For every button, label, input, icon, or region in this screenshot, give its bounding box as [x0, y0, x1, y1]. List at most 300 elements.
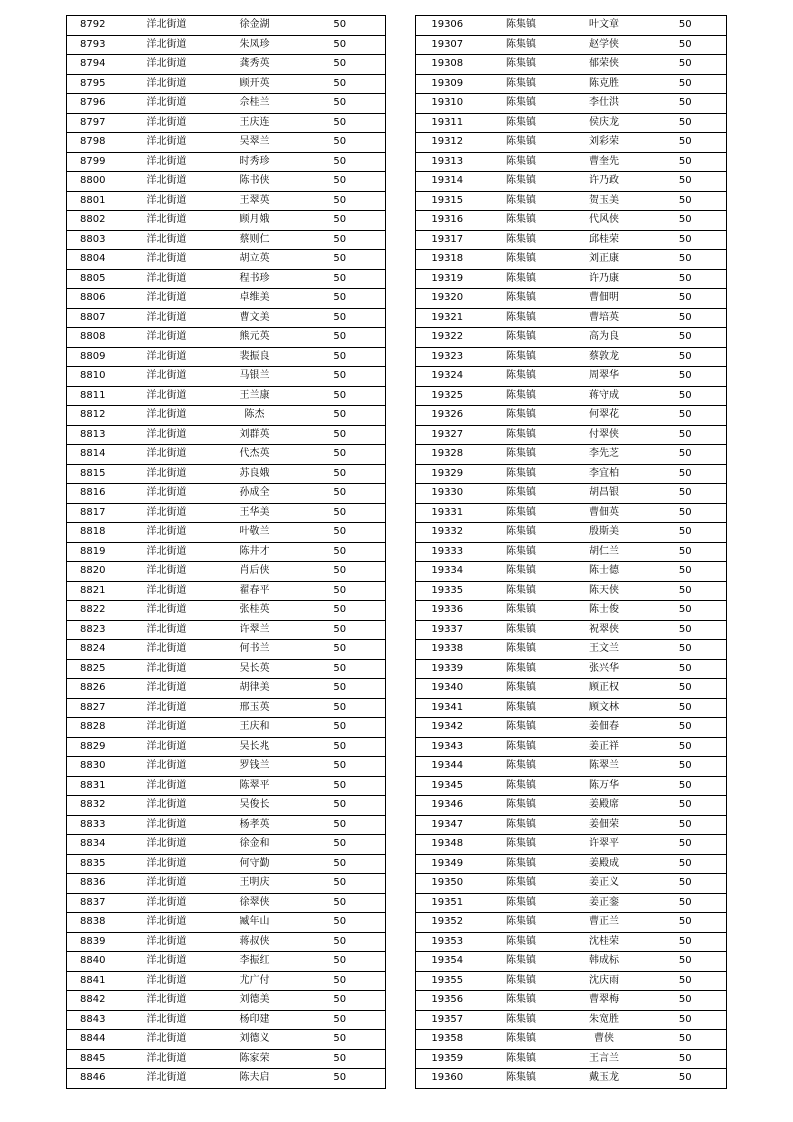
record-number-cell: 19308 — [416, 55, 479, 75]
person-name-cell: 孙成全 — [215, 484, 295, 504]
record-number-cell: 19328 — [416, 445, 479, 465]
record-number-cell: 8807 — [67, 308, 119, 328]
table-row — [416, 581, 727, 601]
person-name-cell: 殷斯美 — [564, 523, 645, 543]
district-cell: 陈集镇 — [479, 601, 564, 621]
table-row — [67, 367, 386, 387]
person-name-cell: 曹奎先 — [564, 152, 645, 172]
record-number-cell: 8818 — [67, 523, 119, 543]
district-cell: 洋北街道 — [119, 659, 215, 679]
record-number-cell: 8834 — [67, 835, 119, 855]
person-name-cell: 周翠华 — [564, 367, 645, 387]
record-number-cell: 8837 — [67, 893, 119, 913]
person-name-cell: 曹文美 — [215, 308, 295, 328]
table-row — [416, 1010, 727, 1030]
table-row — [416, 113, 727, 133]
record-number-cell: 8814 — [67, 445, 119, 465]
district-cell: 洋北街道 — [119, 445, 215, 465]
table-row — [67, 640, 386, 660]
table-row — [67, 737, 386, 757]
person-name-cell: 陈家荣 — [215, 1049, 295, 1069]
amount-cell: 50 — [295, 211, 386, 231]
person-name-cell: 王华美 — [215, 503, 295, 523]
record-number-cell: 8798 — [67, 133, 119, 153]
table-row — [67, 230, 386, 250]
amount-cell: 50 — [295, 1049, 386, 1069]
person-name-cell: 胡立英 — [215, 250, 295, 270]
table-row — [416, 893, 727, 913]
person-name-cell: 陈书侠 — [215, 172, 295, 192]
record-number-cell: 19359 — [416, 1049, 479, 1069]
person-name-cell: 徐翠侠 — [215, 893, 295, 913]
record-number-cell: 8846 — [67, 1069, 119, 1089]
person-name-cell: 朱宽胜 — [564, 1010, 645, 1030]
record-number-cell: 8829 — [67, 737, 119, 757]
person-name-cell: 蔡则仁 — [215, 230, 295, 250]
district-cell: 洋北街道 — [119, 835, 215, 855]
record-number-cell: 8819 — [67, 542, 119, 562]
table-row — [416, 815, 727, 835]
table-row — [416, 94, 727, 114]
table-row — [416, 620, 727, 640]
table-row — [67, 74, 386, 94]
record-number-cell: 19309 — [416, 74, 479, 94]
person-name-cell: 陈克胜 — [564, 74, 645, 94]
table-row — [416, 211, 727, 231]
district-cell: 洋北街道 — [119, 952, 215, 972]
district-cell: 洋北街道 — [119, 328, 215, 348]
amount-cell: 50 — [645, 659, 727, 679]
record-number-cell: 19348 — [416, 835, 479, 855]
amount-cell: 50 — [295, 484, 386, 504]
table-row — [67, 562, 386, 582]
amount-cell: 50 — [645, 425, 727, 445]
record-number-cell: 19342 — [416, 718, 479, 738]
table-row — [416, 289, 727, 309]
table-row — [67, 55, 386, 75]
record-number-cell: 8805 — [67, 269, 119, 289]
person-name-cell: 翟春平 — [215, 581, 295, 601]
district-cell: 陈集镇 — [479, 815, 564, 835]
table-row — [416, 1049, 727, 1069]
table-row — [416, 503, 727, 523]
amount-cell: 50 — [645, 835, 727, 855]
table-row — [416, 328, 727, 348]
amount-cell: 50 — [295, 523, 386, 543]
amount-cell: 50 — [295, 289, 386, 309]
record-number-cell: 8842 — [67, 991, 119, 1011]
person-name-cell: 赵学侠 — [564, 35, 645, 55]
person-name-cell: 姜正祥 — [564, 737, 645, 757]
district-cell: 洋北街道 — [119, 308, 215, 328]
amount-cell: 50 — [645, 1049, 727, 1069]
amount-cell: 50 — [645, 679, 727, 699]
district-cell: 陈集镇 — [479, 1069, 564, 1089]
district-cell: 陈集镇 — [479, 406, 564, 426]
table-row — [67, 835, 386, 855]
record-number-cell: 19358 — [416, 1030, 479, 1050]
district-cell: 陈集镇 — [479, 386, 564, 406]
person-name-cell: 侯庆龙 — [564, 113, 645, 133]
record-number-cell: 8840 — [67, 952, 119, 972]
table-row — [416, 1069, 727, 1089]
district-cell: 洋北街道 — [119, 16, 215, 36]
table-row — [67, 952, 386, 972]
person-name-cell: 刘德义 — [215, 1030, 295, 1050]
district-cell: 陈集镇 — [479, 757, 564, 777]
person-name-cell: 刘德美 — [215, 991, 295, 1011]
record-number-cell: 19352 — [416, 913, 479, 933]
record-number-cell: 8803 — [67, 230, 119, 250]
amount-cell: 50 — [295, 932, 386, 952]
record-number-cell: 19310 — [416, 94, 479, 114]
district-cell: 洋北街道 — [119, 191, 215, 211]
table-row — [416, 464, 727, 484]
amount-cell: 50 — [645, 854, 727, 874]
district-cell: 洋北街道 — [119, 347, 215, 367]
amount-cell: 50 — [645, 581, 727, 601]
amount-cell: 50 — [645, 776, 727, 796]
district-cell: 陈集镇 — [479, 991, 564, 1011]
district-cell: 洋北街道 — [119, 601, 215, 621]
amount-cell: 50 — [645, 308, 727, 328]
record-number-cell: 19344 — [416, 757, 479, 777]
record-number-cell: 19346 — [416, 796, 479, 816]
district-cell: 陈集镇 — [479, 230, 564, 250]
district-cell: 洋北街道 — [119, 503, 215, 523]
record-number-cell: 19317 — [416, 230, 479, 250]
amount-cell: 50 — [295, 250, 386, 270]
person-name-cell: 蒋叔侠 — [215, 932, 295, 952]
person-name-cell: 曹培英 — [564, 308, 645, 328]
district-cell: 洋北街道 — [119, 971, 215, 991]
person-name-cell: 何书兰 — [215, 640, 295, 660]
table-row — [67, 542, 386, 562]
person-name-cell: 姜佃春 — [564, 718, 645, 738]
record-number-cell: 8839 — [67, 932, 119, 952]
amount-cell: 50 — [295, 991, 386, 1011]
roster-table-left-body — [67, 16, 386, 1089]
amount-cell: 50 — [295, 718, 386, 738]
record-number-cell: 8841 — [67, 971, 119, 991]
district-cell: 洋北街道 — [119, 913, 215, 933]
amount-cell: 50 — [295, 562, 386, 582]
record-number-cell: 8824 — [67, 640, 119, 660]
district-cell: 陈集镇 — [479, 152, 564, 172]
person-name-cell: 尤广付 — [215, 971, 295, 991]
person-name-cell: 时秀珍 — [215, 152, 295, 172]
record-number-cell: 19321 — [416, 308, 479, 328]
amount-cell: 50 — [295, 152, 386, 172]
person-name-cell: 顾文林 — [564, 698, 645, 718]
record-number-cell: 19334 — [416, 562, 479, 582]
table-row — [416, 1030, 727, 1050]
amount-cell: 50 — [645, 620, 727, 640]
person-name-cell: 臧年山 — [215, 913, 295, 933]
amount-cell: 50 — [645, 230, 727, 250]
record-number-cell: 19341 — [416, 698, 479, 718]
person-name-cell: 叶文章 — [564, 16, 645, 36]
table-row — [67, 484, 386, 504]
amount-cell: 50 — [295, 16, 386, 36]
person-name-cell: 裴振良 — [215, 347, 295, 367]
amount-cell: 50 — [645, 328, 727, 348]
district-cell: 洋北街道 — [119, 874, 215, 894]
district-cell: 洋北街道 — [119, 152, 215, 172]
record-number-cell: 19360 — [416, 1069, 479, 1089]
table-row — [67, 932, 386, 952]
amount-cell: 50 — [295, 542, 386, 562]
amount-cell: 50 — [295, 347, 386, 367]
table-row — [67, 796, 386, 816]
table-row — [416, 35, 727, 55]
amount-cell: 50 — [295, 172, 386, 192]
record-number-cell: 19347 — [416, 815, 479, 835]
district-cell: 洋北街道 — [119, 386, 215, 406]
table-row — [67, 874, 386, 894]
record-number-cell: 8808 — [67, 328, 119, 348]
district-cell: 洋北街道 — [119, 74, 215, 94]
table-row — [67, 718, 386, 738]
district-cell: 洋北街道 — [119, 991, 215, 1011]
record-number-cell: 19307 — [416, 35, 479, 55]
amount-cell: 50 — [645, 737, 727, 757]
district-cell: 洋北街道 — [119, 776, 215, 796]
table-row — [67, 133, 386, 153]
district-cell: 陈集镇 — [479, 523, 564, 543]
person-name-cell: 徐金和 — [215, 835, 295, 855]
amount-cell: 50 — [295, 113, 386, 133]
table-row — [67, 406, 386, 426]
record-number-cell: 19326 — [416, 406, 479, 426]
district-cell: 洋北街道 — [119, 542, 215, 562]
person-name-cell: 陈士俊 — [564, 601, 645, 621]
record-number-cell: 19320 — [416, 289, 479, 309]
person-name-cell: 吴翠兰 — [215, 133, 295, 153]
table-row — [416, 932, 727, 952]
district-cell: 洋北街道 — [119, 1030, 215, 1050]
table-row — [67, 464, 386, 484]
district-cell: 陈集镇 — [479, 191, 564, 211]
table-row — [67, 425, 386, 445]
district-cell: 陈集镇 — [479, 718, 564, 738]
record-number-cell: 8806 — [67, 289, 119, 309]
district-cell: 陈集镇 — [479, 737, 564, 757]
record-number-cell: 8811 — [67, 386, 119, 406]
district-cell: 洋北街道 — [119, 250, 215, 270]
record-number-cell: 19356 — [416, 991, 479, 1011]
amount-cell: 50 — [645, 952, 727, 972]
person-name-cell: 苏良娥 — [215, 464, 295, 484]
person-name-cell: 顾月娥 — [215, 211, 295, 231]
record-number-cell: 8832 — [67, 796, 119, 816]
record-number-cell: 8838 — [67, 913, 119, 933]
district-cell: 洋北街道 — [119, 1049, 215, 1069]
table-row — [67, 35, 386, 55]
person-name-cell: 朱凤珍 — [215, 35, 295, 55]
record-number-cell: 8796 — [67, 94, 119, 114]
amount-cell: 50 — [295, 913, 386, 933]
amount-cell: 50 — [295, 191, 386, 211]
record-number-cell: 19345 — [416, 776, 479, 796]
record-number-cell: 8801 — [67, 191, 119, 211]
district-cell: 洋北街道 — [119, 620, 215, 640]
table-row — [67, 328, 386, 348]
district-cell: 洋北街道 — [119, 94, 215, 114]
amount-cell: 50 — [645, 698, 727, 718]
person-name-cell: 曹佃明 — [564, 289, 645, 309]
person-name-cell: 王庆连 — [215, 113, 295, 133]
record-number-cell: 8800 — [67, 172, 119, 192]
amount-cell: 50 — [295, 796, 386, 816]
district-cell: 洋北街道 — [119, 425, 215, 445]
person-name-cell: 吴长英 — [215, 659, 295, 679]
district-cell: 洋北街道 — [119, 484, 215, 504]
district-cell: 洋北街道 — [119, 289, 215, 309]
amount-cell: 50 — [295, 367, 386, 387]
person-name-cell: 叶敬兰 — [215, 523, 295, 543]
table-row — [416, 874, 727, 894]
amount-cell: 50 — [645, 289, 727, 309]
district-cell: 陈集镇 — [479, 874, 564, 894]
table-row — [416, 776, 727, 796]
district-cell: 陈集镇 — [479, 211, 564, 231]
amount-cell: 50 — [295, 445, 386, 465]
record-number-cell: 19338 — [416, 640, 479, 660]
record-number-cell: 8822 — [67, 601, 119, 621]
district-cell: 洋北街道 — [119, 698, 215, 718]
record-number-cell: 8836 — [67, 874, 119, 894]
district-cell: 陈集镇 — [479, 854, 564, 874]
district-cell: 陈集镇 — [479, 367, 564, 387]
district-cell: 陈集镇 — [479, 1030, 564, 1050]
roster-table-right — [415, 15, 727, 1089]
amount-cell: 50 — [645, 991, 727, 1011]
person-name-cell: 程书珍 — [215, 269, 295, 289]
district-cell: 陈集镇 — [479, 542, 564, 562]
record-number-cell: 8816 — [67, 484, 119, 504]
amount-cell: 50 — [645, 133, 727, 153]
amount-cell: 50 — [295, 406, 386, 426]
person-name-cell: 陈士德 — [564, 562, 645, 582]
record-number-cell: 8815 — [67, 464, 119, 484]
district-cell: 陈集镇 — [479, 425, 564, 445]
district-cell: 陈集镇 — [479, 503, 564, 523]
district-cell: 陈集镇 — [479, 679, 564, 699]
table-row — [67, 776, 386, 796]
record-number-cell: 19319 — [416, 269, 479, 289]
table-row — [67, 211, 386, 231]
table-row — [67, 152, 386, 172]
district-cell: 陈集镇 — [479, 35, 564, 55]
record-number-cell: 8813 — [67, 425, 119, 445]
amount-cell: 50 — [295, 971, 386, 991]
record-number-cell: 8820 — [67, 562, 119, 582]
table-row — [416, 425, 727, 445]
person-name-cell: 王言兰 — [564, 1049, 645, 1069]
amount-cell: 50 — [295, 601, 386, 621]
district-cell: 洋北街道 — [119, 523, 215, 543]
record-number-cell: 19324 — [416, 367, 479, 387]
table-row — [416, 562, 727, 582]
amount-cell: 50 — [295, 854, 386, 874]
district-cell: 洋北街道 — [119, 640, 215, 660]
amount-cell: 50 — [645, 503, 727, 523]
record-number-cell: 8826 — [67, 679, 119, 699]
amount-cell: 50 — [645, 16, 727, 36]
table-row — [67, 503, 386, 523]
table-row — [67, 620, 386, 640]
amount-cell: 50 — [645, 874, 727, 894]
table-row — [67, 659, 386, 679]
table-row — [67, 913, 386, 933]
record-number-cell: 19354 — [416, 952, 479, 972]
person-name-cell: 熊元英 — [215, 328, 295, 348]
amount-cell: 50 — [645, 152, 727, 172]
amount-cell: 50 — [295, 308, 386, 328]
record-number-cell: 19340 — [416, 679, 479, 699]
person-name-cell: 付翠侠 — [564, 425, 645, 445]
amount-cell: 50 — [295, 1010, 386, 1030]
person-name-cell: 陈井才 — [215, 542, 295, 562]
record-number-cell: 19330 — [416, 484, 479, 504]
amount-cell: 50 — [295, 679, 386, 699]
table-row — [67, 172, 386, 192]
district-cell: 陈集镇 — [479, 620, 564, 640]
table-row — [416, 640, 727, 660]
amount-cell: 50 — [645, 542, 727, 562]
record-number-cell: 19349 — [416, 854, 479, 874]
district-cell: 陈集镇 — [479, 347, 564, 367]
district-cell: 陈集镇 — [479, 913, 564, 933]
table-row — [67, 1030, 386, 1050]
amount-cell: 50 — [645, 94, 727, 114]
record-number-cell: 8828 — [67, 718, 119, 738]
person-name-cell: 顾正权 — [564, 679, 645, 699]
district-cell: 洋北街道 — [119, 1069, 215, 1089]
person-name-cell: 祝翠侠 — [564, 620, 645, 640]
amount-cell: 50 — [645, 406, 727, 426]
person-name-cell: 龚秀英 — [215, 55, 295, 75]
roster-table-right-body — [416, 16, 727, 1089]
table-row — [416, 269, 727, 289]
person-name-cell: 贺玉美 — [564, 191, 645, 211]
district-cell: 陈集镇 — [479, 893, 564, 913]
table-row — [416, 971, 727, 991]
table-row — [67, 250, 386, 270]
person-name-cell: 陈翠平 — [215, 776, 295, 796]
district-cell: 洋北街道 — [119, 854, 215, 874]
record-number-cell: 19315 — [416, 191, 479, 211]
table-row — [416, 133, 727, 153]
amount-cell: 50 — [645, 484, 727, 504]
table-row — [416, 74, 727, 94]
table-row — [67, 347, 386, 367]
table-row — [416, 484, 727, 504]
district-cell: 洋北街道 — [119, 562, 215, 582]
district-cell: 洋北街道 — [119, 55, 215, 75]
record-number-cell: 19339 — [416, 659, 479, 679]
record-number-cell: 19311 — [416, 113, 479, 133]
district-cell: 陈集镇 — [479, 776, 564, 796]
record-number-cell: 19325 — [416, 386, 479, 406]
table-row — [416, 835, 727, 855]
district-cell: 洋北街道 — [119, 815, 215, 835]
amount-cell: 50 — [645, 367, 727, 387]
amount-cell: 50 — [295, 328, 386, 348]
person-name-cell: 高为良 — [564, 328, 645, 348]
amount-cell: 50 — [295, 94, 386, 114]
